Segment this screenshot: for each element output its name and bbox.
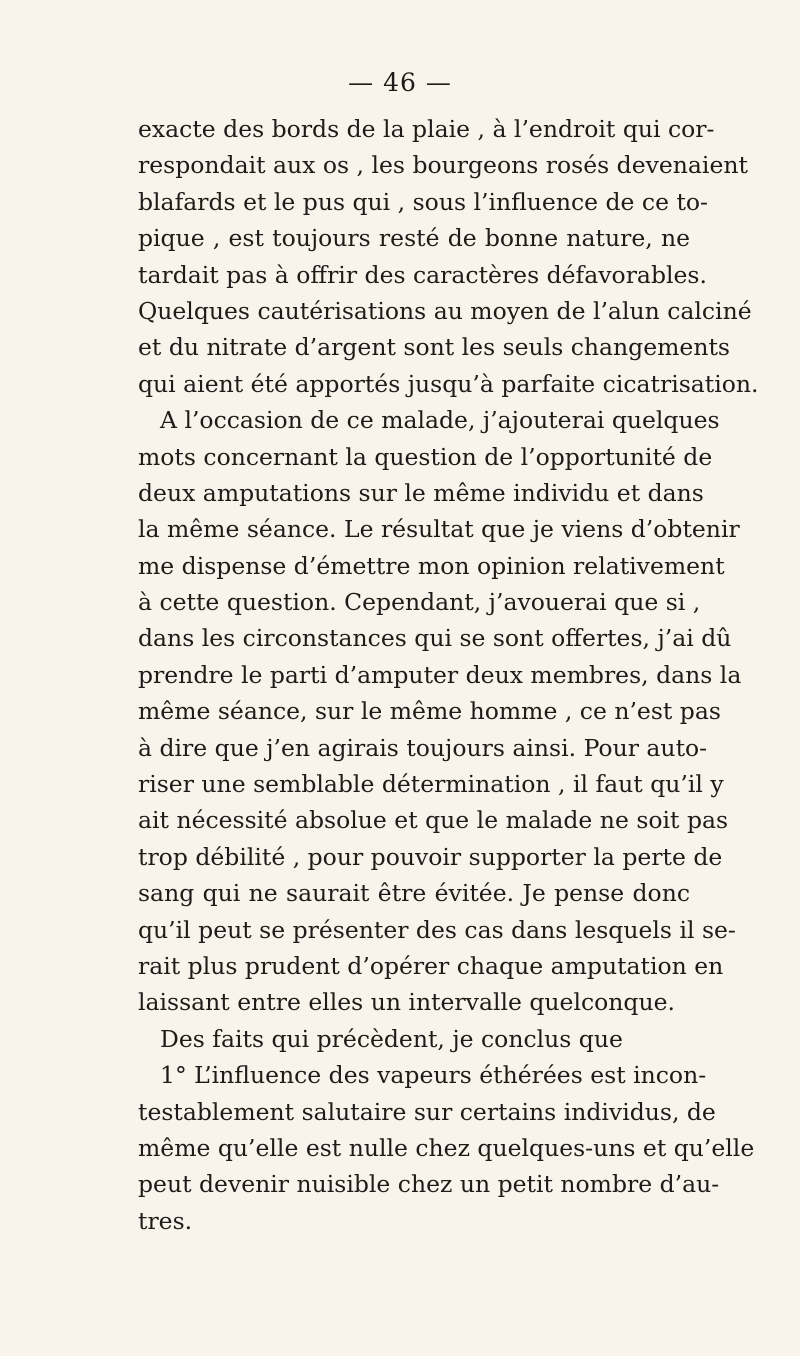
text-line: pique , est toujours resté de bonne nature, ne bbox=[138, 224, 690, 253]
body-text bbox=[138, 111, 759, 1239]
text-line: prendre le parti d’amputer deux membres, dans la bbox=[138, 660, 742, 689]
text-line: qui aient été apportés jusqu’à parfaite cicatrisation. bbox=[138, 369, 759, 398]
text-line: A l’occasion de ce malade, j’ajouterai quelques bbox=[160, 406, 720, 435]
page-number: — 46 — bbox=[348, 68, 452, 97]
text-line: dans les circonstances qui se sont offertes, j’ai dû bbox=[138, 624, 732, 653]
text-line: me dispense d’émettre mon opinion relativement bbox=[138, 551, 725, 580]
text-line: rait plus prudent d’opérer chaque amputation en bbox=[138, 951, 724, 980]
text-line: riser une semblable détermination , il faut qu’il y bbox=[138, 770, 724, 799]
text-line: trop débilité , pour pouvoir supporter la perte de bbox=[138, 842, 723, 871]
text-line: sang qui ne saurait être évitée. Je pense donc bbox=[138, 879, 690, 908]
text-line: qu’il peut se présenter des cas dans lesquels il se- bbox=[138, 915, 736, 944]
text-line: deux amputations sur le même individu et dans bbox=[138, 478, 704, 507]
text-line: laissant entre elles un intervalle quelconque. bbox=[138, 988, 675, 1017]
text-line: mots concernant la question de l’opportunité de bbox=[138, 442, 713, 471]
text-line: 1° L’influence des vapeurs éthérées est incon- bbox=[160, 1061, 707, 1090]
text-line: et du nitrate d’argent sont les seuls changements bbox=[138, 333, 730, 362]
text-line: tardait pas à offrir des caractères défavorables. bbox=[138, 260, 707, 289]
text-line: à cette question. Cependant, j’avouerai que si , bbox=[138, 588, 701, 617]
text-line: Des faits qui précèdent, je conclus que bbox=[160, 1024, 623, 1053]
text-line: même qu’elle est nulle chez quelques-uns et qu’elle bbox=[138, 1133, 755, 1162]
text-line: la même séance. Le résultat que je viens d’obtenir bbox=[138, 515, 740, 544]
text-line: blafards et le pus qui , sous l’influence de ce to- bbox=[138, 187, 709, 216]
text-line: ait nécessité absolue et que le malade ne soit pas bbox=[138, 806, 729, 835]
text-line: testablement salutaire sur certains individus, de bbox=[138, 1097, 716, 1126]
text-line: à dire que j’en agirais toujours ainsi. Pour auto- bbox=[138, 733, 708, 762]
text-line: tres. bbox=[138, 1206, 193, 1235]
text-line: Quelques cautérisations au moyen de l’alun calciné bbox=[138, 296, 752, 325]
text-line: même séance, sur le même homme , ce n’est pas bbox=[138, 697, 721, 726]
text-line: respondait aux os , les bourgeons rosés devenaient bbox=[138, 151, 748, 180]
text-line: exacte des bords de la plaie , à l’endroit qui cor- bbox=[138, 115, 715, 143]
text-line: peut devenir nuisible chez un petit nombre d’au- bbox=[138, 1170, 720, 1199]
